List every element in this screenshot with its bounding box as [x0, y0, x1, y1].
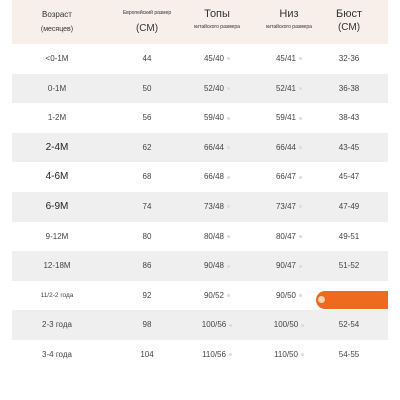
watermark-dot-icon [299, 265, 302, 268]
header-bust-unit: (СМ) [337, 22, 361, 33]
size-chart [12, 0, 388, 400]
table-row [12, 103, 388, 133]
watermark-dot-icon [299, 146, 302, 149]
row-bust: 36-38 [338, 83, 360, 93]
row-tops: 90/52 [172, 281, 262, 311]
header-age [12, 0, 102, 44]
table-row [12, 192, 388, 222]
row-bottom: 80/47 [244, 222, 334, 252]
header-bottom-label: Низ [279, 8, 299, 20]
row-tops: 100/56 [172, 310, 262, 340]
row-tops: 73/48 [172, 192, 262, 222]
row-bust: 52-54 [338, 320, 360, 330]
row-bottom: 66/44 [244, 133, 334, 163]
promo-tag[interactable] [316, 291, 388, 309]
table-row [12, 222, 388, 252]
header-age-unit: (месяцев) [40, 26, 74, 33]
row-tops: 45/40 [172, 44, 262, 74]
header-bust-label: Бюст [335, 8, 362, 20]
promo-dot-icon [318, 296, 325, 303]
row-bottom: 59/41 [244, 103, 334, 133]
row-bottom: 90/50 [244, 281, 334, 311]
header-age-label: Возраст [42, 10, 72, 19]
row-bottom: 66/47 [244, 162, 334, 192]
table-row [12, 74, 388, 104]
row-bust: 38-43 [338, 113, 360, 123]
row-bust: 49-51 [338, 231, 360, 241]
row-eu-size: 62 [142, 142, 152, 152]
row-age: 1-2M [47, 113, 67, 123]
row-tops: 90/48 [172, 251, 262, 281]
row-bust: 51-52 [338, 261, 360, 271]
watermark-dot-icon [227, 235, 230, 238]
watermark-dot-icon [299, 176, 302, 179]
row-eu-size: 56 [142, 113, 152, 123]
row-age: 4-6M [45, 171, 69, 183]
row-tops: 80/48 [172, 222, 262, 252]
watermark-dot-icon [299, 57, 302, 60]
row-bottom: 90/47 [244, 251, 334, 281]
row-age: 6-9M [45, 200, 69, 212]
row-eu-size: 68 [142, 172, 152, 182]
watermark-dot-icon [299, 117, 302, 120]
watermark-dot-icon [299, 235, 302, 238]
watermark-dot-icon [227, 57, 230, 60]
row-eu-size: 92 [142, 290, 152, 300]
row-bust: 43-45 [338, 142, 360, 152]
watermark-dot-icon [301, 324, 304, 327]
header-bust [310, 0, 388, 44]
row-eu-size: 98 [142, 320, 152, 330]
watermark-dot-icon [227, 146, 230, 149]
row-age: 11/2-2 года [40, 291, 74, 299]
table-row [12, 251, 388, 281]
row-bottom: 110/50 [244, 340, 334, 370]
row-bottom: 52/41 [244, 74, 334, 104]
row-bust: 47-49 [338, 201, 360, 211]
table-row [12, 162, 388, 192]
row-age: 3-4 года [42, 349, 72, 359]
table-row [12, 133, 388, 163]
row-tops: 110/56 [172, 340, 262, 370]
header-tops-label: Топы [204, 8, 230, 20]
watermark-dot-icon [301, 353, 304, 356]
row-bust: 54-55 [338, 349, 360, 359]
row-tops: 52/40 [172, 74, 262, 104]
watermark-dot-icon [299, 87, 302, 90]
row-age: 0-1M [47, 83, 67, 93]
header-bottom-unit: китайского размера [266, 24, 312, 30]
watermark-dot-icon [229, 353, 232, 356]
row-bust: 32-36 [338, 54, 360, 63]
row-age: <0-1M [45, 54, 69, 63]
table-header [12, 0, 388, 44]
header-eu-unit: (СМ) [135, 23, 159, 34]
row-age: 2-3 года [42, 320, 72, 330]
watermark-dot-icon [227, 117, 230, 120]
header-tops-unit: китайского размера [194, 24, 240, 30]
row-eu-size: 104 [140, 349, 154, 359]
watermark-dot-icon [227, 205, 230, 208]
row-bottom: 100/50 [244, 310, 334, 340]
row-eu-size: 50 [142, 83, 152, 93]
watermark-dot-icon [299, 294, 302, 297]
row-bottom: 73/47 [244, 192, 334, 222]
row-tops: 66/44 [172, 133, 262, 163]
row-tops: 59/40 [172, 103, 262, 133]
row-age: 9-12M [45, 231, 69, 241]
table-body [12, 44, 388, 370]
row-eu-size: 86 [142, 261, 152, 271]
table-row [12, 310, 388, 340]
watermark-dot-icon [299, 205, 302, 208]
row-eu-size: 74 [142, 201, 152, 211]
row-eu-size: 44 [142, 54, 152, 63]
row-tops: 66/48 [172, 162, 262, 192]
row-age: 2-4M [45, 141, 69, 153]
watermark-dot-icon [227, 294, 230, 297]
watermark-dot-icon [227, 176, 230, 179]
watermark-dot-icon [227, 265, 230, 268]
row-eu-size: 80 [142, 231, 152, 241]
row-age: 12-18M [43, 261, 71, 271]
header-eu-label: Европейский размер [122, 10, 172, 16]
watermark-dot-icon [229, 324, 232, 327]
row-bust: 45-47 [338, 172, 360, 182]
row-bottom: 45/41 [244, 44, 334, 74]
watermark-dot-icon [227, 87, 230, 90]
table-row [12, 44, 388, 74]
table-row [12, 340, 388, 370]
